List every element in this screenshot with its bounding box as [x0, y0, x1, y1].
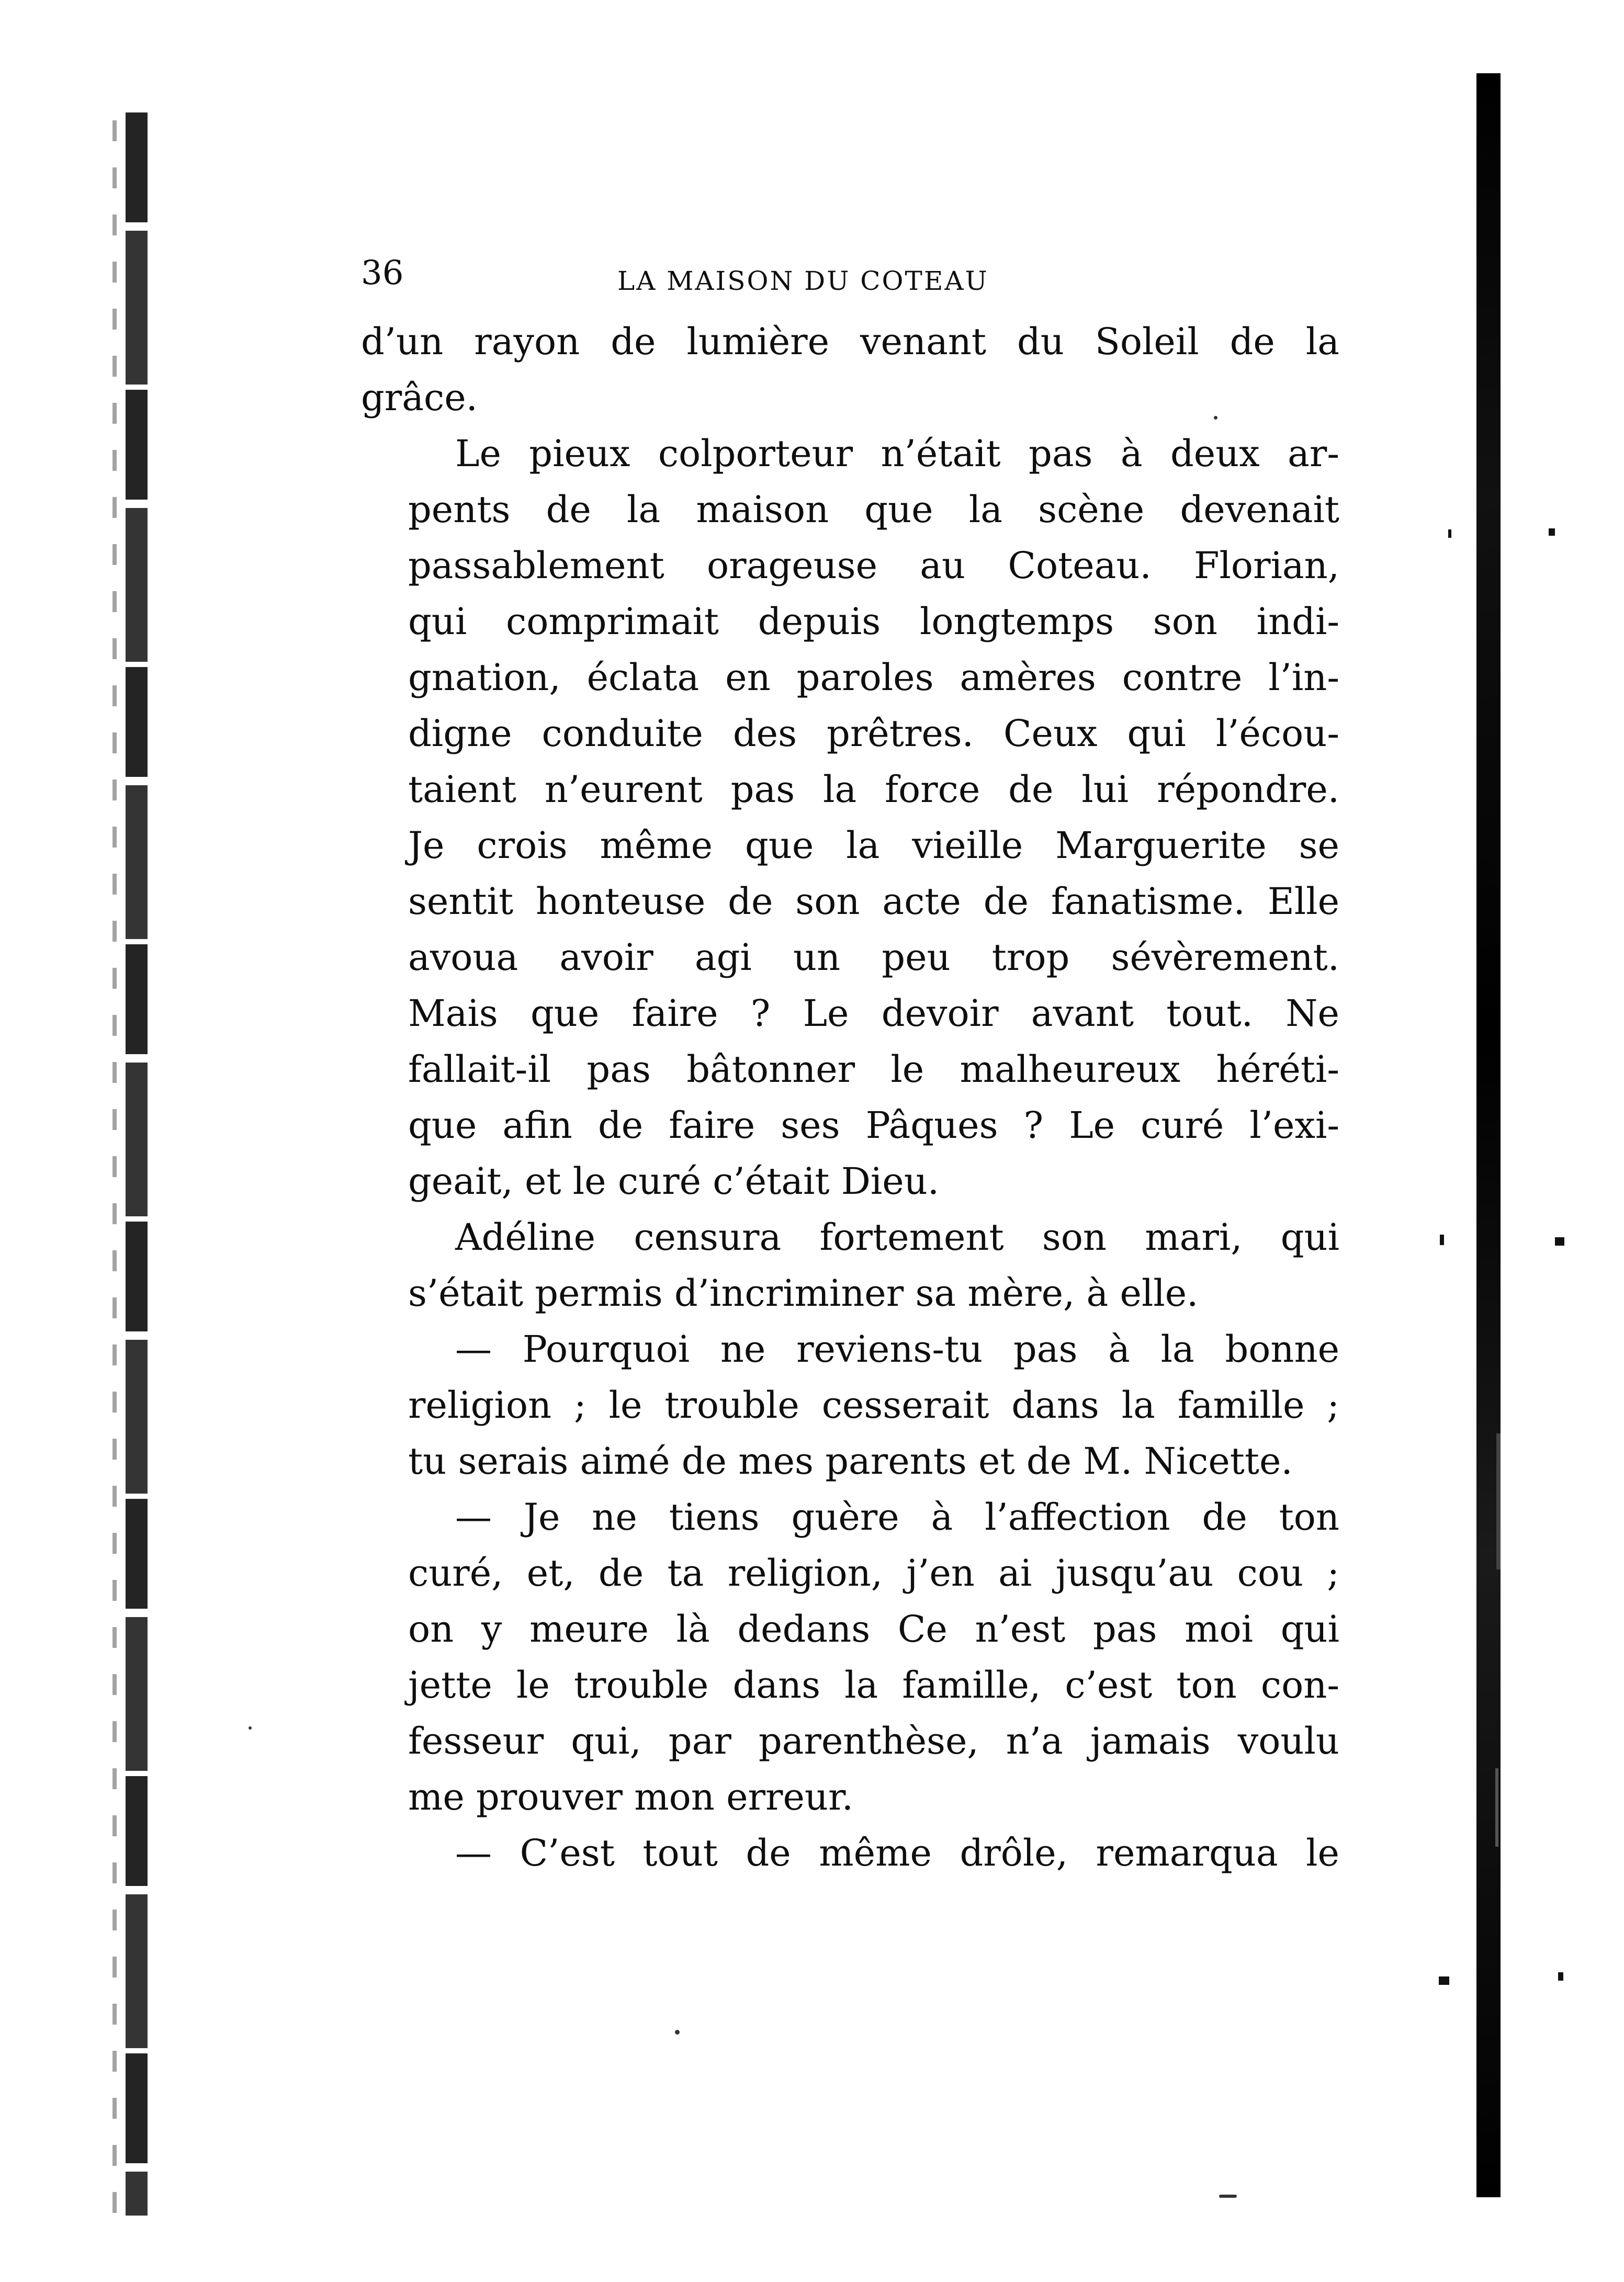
- scan-speck: [1549, 528, 1555, 536]
- text-line: fallait-il pas bâtonner le malheureux héréti-: [408, 1048, 1339, 1091]
- text-line: qui comprimait depuis longtemps son indi-: [408, 600, 1339, 643]
- scan-edge-left-shadow: [112, 120, 117, 2213]
- scan-edge-left: [126, 112, 148, 2216]
- running-head: [361, 256, 1339, 314]
- text-line: geait, et le curé c’était Dieu.: [408, 1160, 940, 1203]
- text-line: — Pourquoi ne reviens-tu pas à la bonne: [455, 1328, 1339, 1371]
- body-text: [361, 314, 1339, 1881]
- scan-speck: [1439, 1976, 1449, 1985]
- paragraph: [361, 1210, 1339, 1321]
- paragraph: [361, 1825, 1339, 1881]
- text-line: taient n’eurent pas la force de lui répondre.: [408, 768, 1339, 811]
- scan-speck: [249, 1726, 252, 1730]
- text-line: sentit honteuse de son acte de fanatisme. Elle: [408, 880, 1339, 923]
- text-line: avoua avoir agi un peu trop sévèrement.: [408, 936, 1339, 979]
- text-line: pents de la maison que la scène devenait: [408, 488, 1339, 531]
- text-line: que afin de faire ses Pâques ? Le curé l’exi-: [408, 1104, 1339, 1147]
- text-line: Mais que faire ? Le devoir avant tout. Ne: [408, 992, 1339, 1035]
- text-line: Le pieux colporteur n’était pas à deux ar-: [455, 432, 1339, 475]
- text-line: on y meure là dedans Ce n’est pas moi qui: [408, 1608, 1339, 1651]
- paragraph: [361, 426, 1339, 1210]
- text-line: digne conduite des prêtres. Ceux qui l’écou-: [408, 712, 1339, 755]
- paragraph: [361, 314, 1339, 426]
- text-line: passablement orageuse au Coteau. Florian,: [408, 544, 1339, 587]
- text-line: Adéline censura fortement son mari, qui: [455, 1216, 1339, 1259]
- scan-speck: [675, 2030, 680, 2035]
- text-line: religion ; le trouble cesserait dans la famille ;: [408, 1384, 1339, 1427]
- scan-speck: [1219, 2195, 1237, 2198]
- scan-speck: [1448, 529, 1451, 538]
- text-line: jette le trouble dans la famille, c’est ton con-: [408, 1664, 1339, 1707]
- text-line: fesseur qui, par parenthèse, n’a jamais voulu: [408, 1720, 1339, 1763]
- scan-speck: [1440, 1235, 1444, 1245]
- page-number: 36: [361, 254, 404, 292]
- text-line: grâce.: [361, 376, 478, 419]
- text-line: curé, et, de ta religion, j’en ai jusqu’au cou ;: [408, 1552, 1339, 1595]
- scan-speck: [1495, 1768, 1498, 1847]
- paragraph: [361, 1489, 1339, 1825]
- text-line: — C’est tout de même drôle, remarqua le: [455, 1832, 1339, 1874]
- text-line: gnation, éclata en paroles amères contre l’in-: [408, 656, 1339, 699]
- scan-speck: [1555, 1237, 1564, 1246]
- running-title: LA MAISON DU COTEAU: [617, 266, 989, 296]
- text-line: me prouver mon erreur.: [408, 1776, 853, 1818]
- scan-speck: [1496, 1433, 1501, 1569]
- paragraph: [361, 1321, 1339, 1489]
- text-line: s’était permis d’incriminer sa mère, à elle.: [408, 1272, 1199, 1315]
- scan-speck: [1558, 1972, 1563, 1981]
- book-page: [361, 256, 1339, 1881]
- scan-edge-right: [1476, 73, 1501, 2197]
- text-line: tu serais aimé de mes parents et de M. Nicette.: [408, 1440, 1293, 1483]
- text-line: d’un rayon de lumière venant du Soleil de la: [361, 320, 1339, 363]
- text-line: — Je ne tiens guère à l’affection de ton: [455, 1496, 1339, 1539]
- text-line: Je crois même que la vieille Marguerite se: [408, 824, 1339, 867]
